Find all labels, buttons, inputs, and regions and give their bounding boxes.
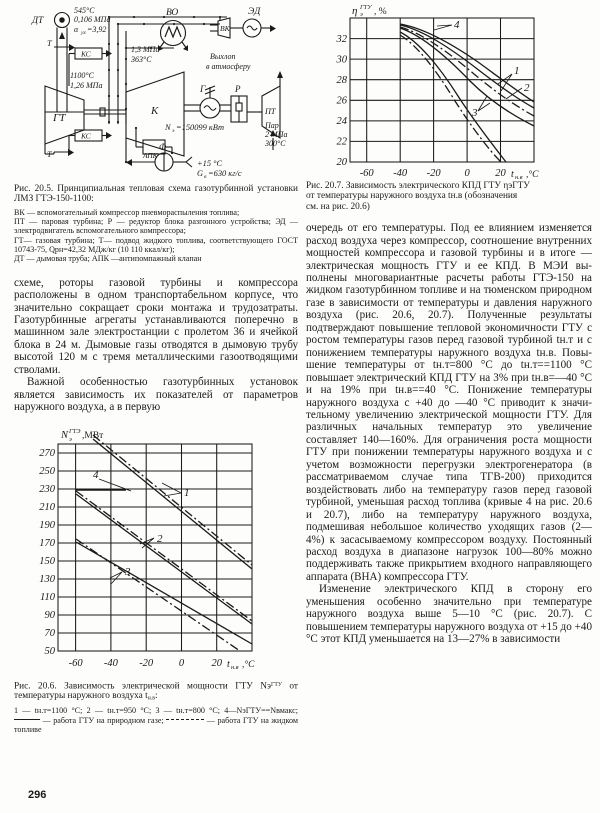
label-exhaust-line1: Выхлоп [210,52,236,61]
label-stack-temp: 545°C [74,6,95,15]
curve-2-liquid [76,491,252,621]
chart-20-7-xlabel-unit: ,°C [526,170,539,179]
figure-schematic-20-5 [14,4,298,182]
label-stack-alpha-value: =3,92 [87,25,107,34]
page-number: 296 [28,789,47,801]
right-body-text [306,222,592,645]
figure-power-20-6 [14,426,298,676]
left-paragraph-2: Важной особенностью газотурбинных установок является зависимость их показателей от параметров наружного воздуха, а в первую [14,376,298,414]
chart-20-6-xlabel-sub: н.в [231,663,239,671]
caption-20-6-sup: ГТУ [271,681,282,688]
label-stack-alpha-sub: ух [81,30,86,36]
label-combustor-bottom: КС [81,131,91,141]
label-power-value: =150099 кВт [176,123,225,132]
xtick-minus40: -40 [393,168,408,179]
curve-label-4: 4 [454,19,460,31]
label-stack: ДТ [32,16,44,26]
ytick-24: 24 [336,116,347,127]
caption-20-6-title: Рис. 20.6. Зависимость электрической мощности ГТУ Nэ [14,680,272,691]
chart-20-7-svg [306,4,592,179]
caption-figure-20-5 [14,184,298,205]
legend-figure-20-5 [14,208,298,264]
ytick-170: 170 [39,537,55,549]
caption-20-7-line-1: Рис. 20.7. Зависимость электрического КПД ГТУ ηэГТУ [306,181,530,191]
solid-line-sample [14,719,40,720]
ytick-32: 32 [336,34,347,45]
curve-label-1: 1 [184,486,190,499]
label-line-pressure: 1,3 МПа [131,45,160,54]
label-combustor-top: КС [81,49,91,59]
caption-20-7-line-3: см. на рис. 20.6) [306,201,370,212]
label-power: N [165,123,171,132]
label-filter: Ф [159,142,167,152]
chart-20-6-ylabel: N [61,429,69,441]
chart-20-6-ylabel-unit: ,МВт [82,430,104,441]
label-gt-temp: 1100°C [70,71,94,80]
right-paragraph-1: очередь от его температуры. Под ее влиянием изменяется расход воздуха через компрессор, соотношение внутренних мощностей компрессора и газовой турбины и в итоге — электрическая мощность ГТУ и ее КПД. В МЭИ выполнены многовариантные расчеты работы ГТЭ-150 на жидком газотурбинном топливе и на тюменском природном газе в зависимости от температуры и давления наружного воздуха (рис. 20.6, 20.7). Полученные результаты подтверждают повышение тепловой экономичности ГТУ с ростом температуры газов перед газовой турбиной tн.т и с понижением температуры наружного воздуха tн.в. Повышение температуры от tн.т=800 °С до tн.т==1100 °С повышает электрический КПД ГТУ на 3% при tн.в=—40 °С и на 19% при tн.в==40 °С. Понижение температуры наружного воздуха с +40 до —40 °С приводит к значительному увеличению электрической мощности ГТУ. Для различных начальных температур это увеличение составляет 140—160%. Для ограничения роста мощности ГТУ при понижении температуры наружного воздуха и с учетом возможности перегрузки электрогенератора (в рассматриваемом случае типа ТГВ-200) приходится воздействовать либо на температуру газов перед газовой турбиной, уменьшая расход топлива (кривые 4 на рис. 20.6 и 20.7), либо на температуру наружного воздуха, подмешивая небольшое количество уходящих газов (2—4%) к засасываемому компрессором воздуху. Постоянный расход воздуха в диапазоне нагрузок 100—80% можно поддерживать также прикрытием входного направляющего аппарата (ВНА) компрессора ГТУ. [306,222,592,583]
dashed-line-sample [166,719,204,720]
label-electric-motor: ЭД [248,7,261,17]
ytick-190: 190 [39,519,55,531]
caption-20-6-rest: от температуры наружного воздуха t [14,680,298,702]
label-fuel-top: Т [47,39,52,48]
curve-label-2: 2 [524,82,530,94]
label-reducer: Р [235,84,241,94]
caption-20-7-line-2: от температуры наружного воздуха tн.в (обозначения [306,191,518,202]
curve-label-2: 2 [157,532,163,545]
ytick-30: 30 [336,54,347,66]
figure-efficiency-20-7 [306,4,592,179]
xtick-minus60: -60 [68,657,83,669]
ytick-130: 130 [39,573,55,585]
label-steam-pressure: 2 МПа [265,130,288,139]
ytick-50: 50 [44,645,55,657]
curve-2-gas [76,494,252,624]
xtick-minus60: -60 [359,168,374,179]
label-stack-alpha: α [74,25,79,34]
caption-figure-20-7 [306,181,592,212]
chart-20-7-xlabel-sub: н.в [515,174,523,179]
label-line-temp: 363°C [131,55,152,64]
xtick-0: 0 [464,168,470,179]
label-compressor: К [151,105,159,117]
chart-20-6-ylabel-sub: э [69,435,72,443]
legend-20-6-dash: — работа ГТУ на жидком топливе [14,715,298,734]
chart-20-6-xlabel-unit: ,°C [242,659,255,670]
caption-20-6-sub: н.в [147,696,155,702]
label-aux-compressor: ВК [220,24,230,33]
curve-1-liquid [93,435,252,565]
xtick-20: 20 [495,168,506,179]
label-steam-turbine: ПТ [265,107,276,116]
chart-20-6-svg [14,426,298,676]
legend-line-3: ГТ— газовая турбина; Т— подвод жидкого топлива, соответствующего ГОСТ 10743-75, Qрн=42,32 МДж/кг (10 110 ккал/кг); [14,235,298,254]
label-steam: Пар [265,121,279,130]
xtick-0: 0 [178,657,185,669]
caption-20-6-end: : [154,691,158,702]
ytick-150: 150 [39,555,55,567]
label-inlet-flow-sub: в [204,174,207,180]
ytick-90: 90 [44,609,55,621]
chart-20-7-ylabel-unit: , % [374,7,387,17]
xtick-minus40: -40 [103,657,118,669]
label-apk: АПК [143,151,158,160]
curve-1-gas [93,439,252,569]
curve-label-1: 1 [514,65,520,77]
label-exhaust-line2: в атмосферу [206,62,251,71]
label-power-sub: э [172,128,175,134]
ytick-210: 210 [39,501,55,513]
ytick-70: 70 [44,627,55,639]
curve-label-4: 4 [93,468,99,481]
label-generator: Г [200,85,206,95]
label-inlet-flow: G [197,169,204,178]
left-paragraph-1: схеме, роторы газовой турбины и компрессора расположены в одном транспортабельном корпусе, что значительно сокращает сроки монтажа и трудозатраты. Газотурбинные агрегаты устанавливаются поперечно в машинном зале электростанции с пролетом 36 и ячейкой блока в 24 м. Дымовые газы отводятся в дымовую трубу высотой 120 м с тремя металлическими газоотводящими стволами. [14,276,298,376]
xtick-minus20: -20 [139,657,154,669]
schematic-svg [14,4,298,182]
legend-figure-20-6 [14,706,298,734]
chart-20-7-ylabel: η [352,5,358,17]
chart-20-6-ylabel-sup: ГТЭ [69,427,81,435]
curve-label-3: 3 [125,565,131,578]
legend-20-6-solid: — работа ГТУ на природном газе; [40,715,164,725]
right-column [306,0,592,646]
left-body-text [14,277,298,414]
legend-20-6-curves: 1 — tн.т=1100 °С; 2 — tн.т=950 °С; 3 — tн.т=800 °С; 4—NэГТУ==Nвмакс; [14,706,298,716]
legend-line-1: ВК — вспомогательный компрессор пневмораспыления топлива; [14,207,240,217]
chart-20-7-xlabel: t [511,169,514,179]
label-air-cooler: ВО [166,8,179,18]
label-fuel-bottom: Т [47,150,52,159]
label-gt-pressure: 1,26 МПа [70,81,103,90]
ytick-270: 270 [39,447,55,459]
ytick-230: 230 [39,483,55,495]
legend-line-4: ДТ — дымовая труба; АПК —антипомпажный клапан [14,254,202,264]
xtick-20: 20 [211,657,222,669]
ytick-26: 26 [336,95,347,107]
right-paragraph-2: Изменение электрического КПД в сторону его уменьшения особенно значительно при температуре наружного воздуха выше 5—10 °С (рис. 20.7). С повышением температуры наружного воздуха от +15 до +40 °С этот КПД уменьшается на 13—27% в зависимости [306,583,592,646]
curve-3-liquid [76,539,240,651]
ytick-250: 250 [39,465,55,477]
legend-line-2: ПТ — паровая турбина; Р — редуктор блока разгонного устройства; ЭД — электродвигатель вспомогательного компрессора; [14,217,298,236]
curve-3-gas [76,542,252,644]
label-inlet-temp: +15 °C [197,159,223,168]
label-gas-turbine: ГТ [53,112,66,124]
ytick-28: 28 [336,75,347,86]
label-stack-pressure: 0,106 МПа [74,15,111,24]
ytick-110: 110 [40,591,55,603]
label-inlet-flow-value: =630 кг/с [208,169,242,178]
caption-20-5-title: Рис. 20.5. Принципиальная тепловая схема газотурбинной установки ЛМЗ ГТЭ-150-1100: [14,184,298,205]
chart-20-6-xlabel: t [227,658,230,670]
xtick-minus20: -20 [426,168,441,179]
ytick-20: 20 [336,157,347,168]
ytick-22: 22 [336,136,347,148]
curve-label-3: 3 [472,107,478,119]
caption-figure-20-6 [14,680,298,705]
chart-20-7-ylabel-sub: э [360,11,363,18]
left-column [14,0,298,801]
label-steam-temp: 300°C [265,139,286,148]
chart-20-7-ylabel-sup: ГТУ [360,4,372,11]
